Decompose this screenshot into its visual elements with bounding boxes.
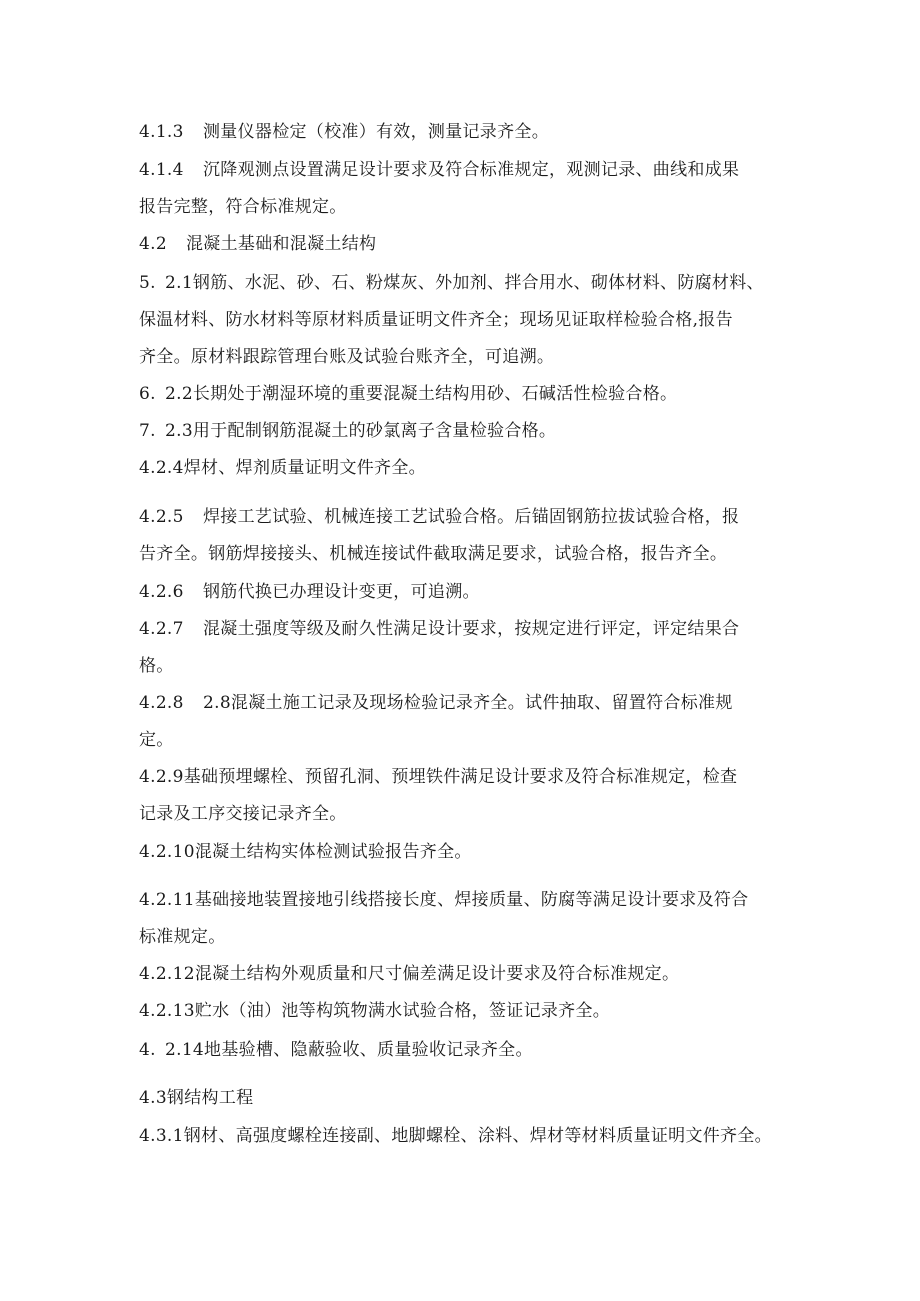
clause-text: 保温材料、防水材料等原材料质量证明文件齐全；现场见证取样检验合格,报告 <box>139 310 733 330</box>
clause-number: 6. <box>139 384 156 404</box>
clause-text: 沉降观测点设置满足设计要求及符合标准规定，观测记录、曲线和成果 <box>203 160 740 180</box>
clause-text: 2.3用于配制钢筋混凝土的砂氯离子含量检验合格。 <box>165 421 557 441</box>
clause-text: 钢筋代换已办理设计变更，可追溯。 <box>203 582 480 602</box>
clause-4-2-11 <box>139 890 789 910</box>
clause-number: 4.2.6 <box>139 582 184 602</box>
clause-number: 4. <box>139 1040 156 1060</box>
clause-text: 格。 <box>139 656 174 676</box>
clause-text: 混凝土强度等级及耐久性满足设计要求，按规定进行评定，评定结果合 <box>203 619 740 639</box>
clause-continuation <box>139 804 789 824</box>
clause-text: 告齐全。钢筋焊接接头、机械连接试件截取满足要求，试验合格，报告齐全。 <box>139 544 728 564</box>
clause-continuation <box>139 656 789 676</box>
clause-continuation <box>139 730 789 750</box>
clause-text: 2.2长期处于潮湿环境的重要混凝土结构用砂、石碱活性检验合格。 <box>165 384 678 404</box>
clause-text: 测量仪器检定（校准）有效，测量记录齐全。 <box>203 122 549 142</box>
clause-4-2-8 <box>139 693 789 713</box>
clause-text: 记录及工序交接记录齐全。 <box>139 804 347 824</box>
clause-text: 齐全。原材料跟踪管理台账及试验台账齐全，可追溯。 <box>139 347 555 367</box>
clause-number: 7. <box>139 421 156 441</box>
clause-4-2-4 <box>139 458 789 478</box>
clause-7 <box>139 421 789 441</box>
clause-continuation <box>139 310 789 330</box>
clause-4-2-12 <box>139 964 789 984</box>
clause-4-1-4 <box>139 160 789 180</box>
clause-text: 4.2.4焊材、焊剂质量证明文件齐全。 <box>139 458 426 478</box>
clause-text: 4.2.12混凝土结构外观质量和尺寸偏差满足设计要求及符合标准规定。 <box>139 964 680 984</box>
clause-text: 2.14地基验槽、隐蔽验收、质量验收记录齐全。 <box>165 1040 533 1060</box>
clause-text: 4.2.11基础接地装置接地引线搭接长度、焊接质量、防腐等满足设计要求及符合 <box>139 890 749 910</box>
clause-5 <box>139 273 789 293</box>
clause-text: 标准规定。 <box>139 927 226 947</box>
clause-number: 4.2.5 <box>139 507 184 527</box>
clause-number: 4.1.4 <box>139 160 184 180</box>
section-title: 4.3钢结构工程 <box>139 1088 254 1108</box>
clause-text: 4.2.9基础预埋螺栓、预留孔洞、预埋铁件满足设计要求及符合标准规定，检查 <box>139 767 738 787</box>
clause-text: 4.2.10混凝土结构实体检测试验报告齐全。 <box>139 842 472 862</box>
clause-number: 4.1.3 <box>139 122 184 142</box>
clause-text: 4.3.1钢材、高强度螺栓连接副、地脚螺栓、涂料、焊材等材料质量证明文件齐全。 <box>139 1126 772 1146</box>
clause-4-1-3 <box>139 122 789 142</box>
section-4-2-heading <box>139 234 789 254</box>
section-4-3-heading <box>139 1088 789 1108</box>
clause-text: 2.1钢筋、水泥、砂、石、粉煤灰、外加剂、拌合用水、砌体材料、防腐材料、 <box>165 273 764 293</box>
clause-4-2-7 <box>139 619 789 639</box>
clause-continuation <box>139 544 789 564</box>
section-number: 4.2 <box>139 234 167 254</box>
clause-continuation <box>139 197 789 217</box>
clause-4-3-1 <box>139 1126 789 1146</box>
clause-text: 2.8混凝土施工记录及现场检验记录齐全。试件抽取、留置符合标准规 <box>203 693 733 713</box>
clause-4-2-5 <box>139 507 789 527</box>
clause-4-2-10 <box>139 842 789 862</box>
clause-number: 5. <box>139 273 156 293</box>
clause-text: 焊接工艺试验、机械连接工艺试验合格。后锚固钢筋拉拔试验合格，报 <box>203 507 740 527</box>
clause-continuation <box>139 927 789 947</box>
clause-4-2-14 <box>139 1040 789 1060</box>
section-title: 混凝土基础和混凝土结构 <box>186 234 377 254</box>
clause-6 <box>139 384 789 404</box>
clause-continuation <box>139 347 789 367</box>
clause-number: 4.2.8 <box>139 693 184 713</box>
clause-4-2-13 <box>139 1001 789 1021</box>
clause-text: 报告完整，符合标准规定。 <box>139 197 347 217</box>
clause-4-2-9 <box>139 767 789 787</box>
clause-text: 4.2.13贮水（油）池等构筑物满水试验合格，签证记录齐全。 <box>139 1001 611 1021</box>
clause-4-2-6 <box>139 582 789 602</box>
clause-number: 4.2.7 <box>139 619 184 639</box>
clause-text: 定。 <box>139 730 174 750</box>
